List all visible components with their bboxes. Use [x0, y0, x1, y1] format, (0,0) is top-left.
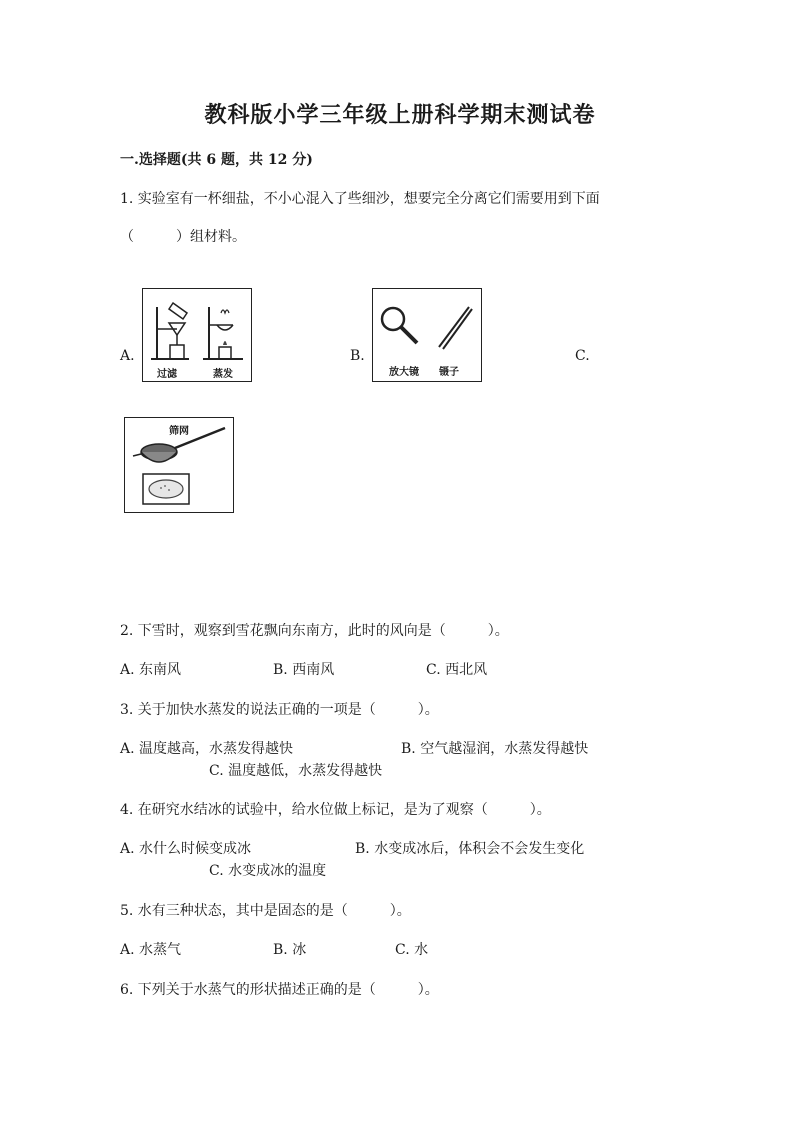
q1-option-c[interactable]: C.	[575, 348, 590, 364]
q4-option-c[interactable]: C. 水变成冰的温度	[209, 863, 327, 879]
magnifier-tweezers-figure	[372, 288, 482, 382]
filter-label: 过滤	[157, 369, 177, 380]
q5-option-a[interactable]: A. 水蒸气	[120, 942, 182, 958]
q3-option-a[interactable]: A. 温度越高，水蒸发得越快	[120, 741, 294, 757]
tweezers-label: 镊子	[439, 367, 459, 378]
q2-option-a[interactable]: A. 东南风	[120, 662, 182, 678]
q2-option-c[interactable]: C. 西北风	[426, 662, 488, 678]
q4-option-a[interactable]: A. 水什么时候变成冰	[120, 841, 252, 857]
sieve-label: 筛网	[169, 426, 189, 437]
q3-option-b[interactable]: B. 空气越湿润，水蒸发得越快	[401, 741, 589, 757]
question-2-text: 2. 下雪时，观察到雪花飘向东南方，此时的风向是（ ）。	[120, 623, 509, 639]
q3-option-c[interactable]: C. 温度越低，水蒸发得越快	[209, 763, 383, 779]
question-1-text-cont: （ ）组材料。	[120, 229, 246, 245]
magnifier-label: 放大镜	[389, 367, 419, 378]
sieve-figure	[124, 417, 234, 513]
question-1-text: 1. 实验室有一杯细盐，不小心混入了些细沙，想要完全分离它们需要用到下面	[120, 191, 600, 207]
page-title: 教科版小学三年级上册科学期末测试卷	[204, 102, 596, 128]
filter-evaporate-figure	[142, 288, 252, 382]
q5-option-b[interactable]: B. 冰	[273, 942, 307, 958]
q5-option-c[interactable]: C. 水	[395, 942, 429, 958]
evaporate-label: 蒸发	[213, 369, 233, 380]
q1-option-b[interactable]: B.	[350, 348, 365, 364]
q4-option-b[interactable]: B. 水变成冰后，体积会不会发生变化	[355, 841, 585, 857]
question-3-text: 3. 关于加快水蒸发的说法正确的一项是（ ）。	[120, 702, 439, 718]
q1-option-a[interactable]: A.	[120, 348, 135, 364]
question-4-text: 4. 在研究水结冰的试验中，给水位做上标记，是为了观察（ ）。	[120, 802, 551, 818]
section-heading: 一.选择题(共 6 题，共 12 分)	[120, 152, 313, 168]
question-6-text: 6. 下列关于水蒸气的形状描述正确的是（ ）。	[120, 982, 439, 998]
q2-option-b[interactable]: B. 西南风	[273, 662, 335, 678]
question-5-text: 5. 水有三种状态，其中是固态的是（ ）。	[120, 903, 411, 919]
